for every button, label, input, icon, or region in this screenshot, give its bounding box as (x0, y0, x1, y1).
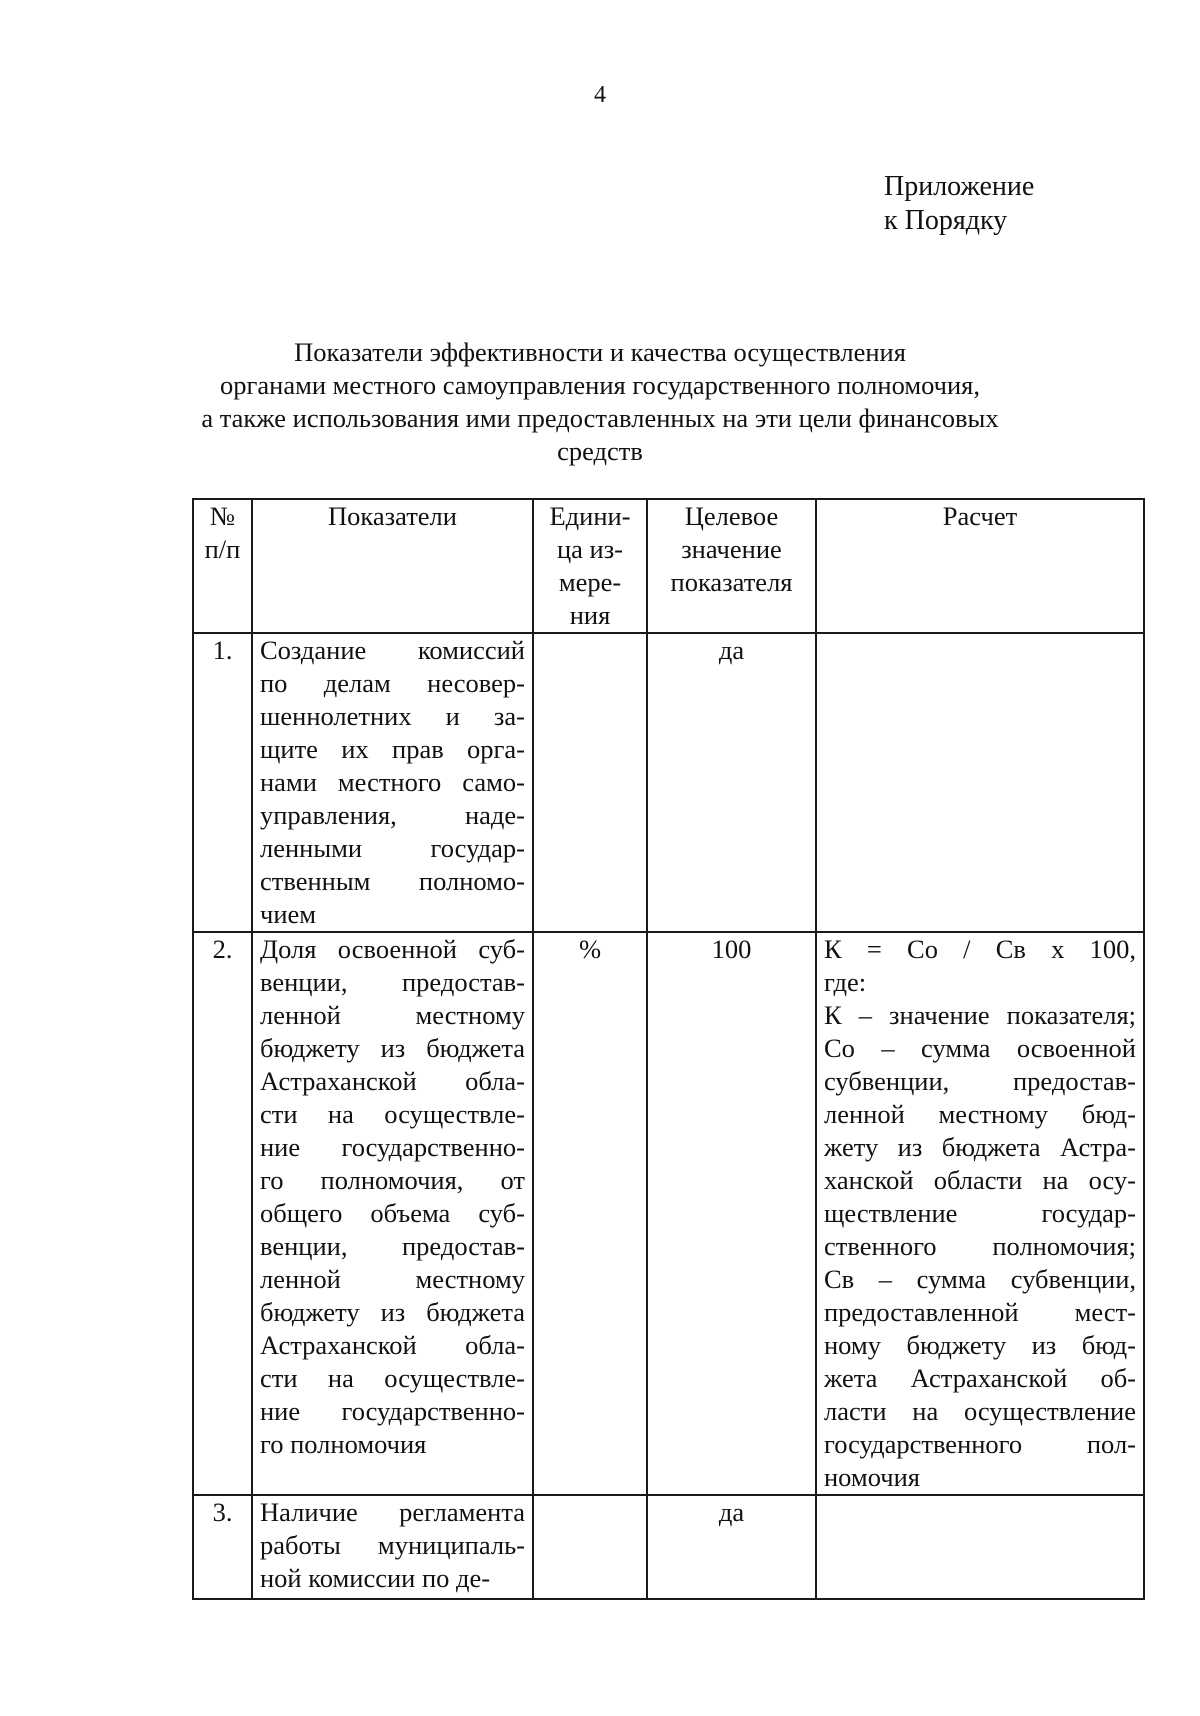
indicator-line: Наличие регламента (260, 1497, 525, 1527)
row-number-value: 2. (212, 934, 233, 964)
header-unit-line-3: мере- (558, 567, 622, 597)
document-title (0, 336, 1200, 468)
calc-line: где: (824, 967, 867, 997)
indicator-cell (252, 1495, 533, 1599)
indicator-line: ленными государ- (260, 833, 525, 863)
calc-line: ному бюджету из бюд- (824, 1330, 1136, 1360)
calc-cell (816, 932, 1144, 1495)
title-line-4: средств (557, 436, 643, 466)
indicator-line: сти на осуществле- (260, 1099, 525, 1129)
indicator-line: шеннолетних и за- (260, 701, 525, 731)
calc-line: жету из бюджета Астра- (824, 1132, 1136, 1162)
indicator-line: го полномочия (260, 1429, 427, 1459)
header-unit (533, 499, 647, 633)
indicator-line: работы муниципаль- (260, 1530, 525, 1560)
indicator-line: общего объема суб- (260, 1198, 525, 1228)
table-row (193, 633, 1144, 932)
calc-cell (816, 633, 1144, 932)
target-value: 100 (711, 934, 752, 964)
row-number (193, 633, 252, 932)
header-number-line-2: п/п (204, 534, 241, 564)
indicator-line: чием (260, 899, 317, 929)
calc-line: номочия (824, 1462, 920, 1492)
calc-cell (816, 1495, 1144, 1599)
header-unit-line-4: ния (569, 600, 611, 630)
target-cell (647, 633, 816, 932)
header-calc-label: Расчет (942, 501, 1018, 531)
calc-line: ственного полномочия; (824, 1231, 1136, 1261)
appendix-line-1: Приложение (884, 171, 1035, 202)
unit-value: % (578, 934, 602, 964)
indicator-line: нами местного само- (260, 767, 525, 797)
indicator-line: венции, предостав- (260, 967, 525, 997)
appendix-label (884, 170, 1034, 238)
table-row (193, 932, 1144, 1495)
indicator-line: ной комиссии по де- (260, 1563, 491, 1593)
indicator-line: щите их прав орга- (260, 734, 525, 764)
indicator-line: ние государственно- (260, 1396, 525, 1426)
table-header-row (193, 499, 1144, 633)
header-target-line-1: Целевое (684, 501, 779, 531)
table-body (193, 633, 1144, 1599)
unit-cell (533, 1495, 647, 1599)
calc-line: Св – сумма субвенции, (824, 1264, 1136, 1294)
indicator-line: венции, предостав- (260, 1231, 525, 1261)
header-target-line-2: значение (681, 534, 782, 564)
header-target-line-3: показателя (670, 567, 793, 597)
indicator-line: ленной местному (260, 1264, 525, 1294)
indicator-line: бюджету из бюджета (260, 1297, 525, 1327)
indicator-line: Астраханской обла- (260, 1066, 525, 1096)
header-unit-line-1: Едини- (549, 501, 631, 531)
calc-line: К = Со / Св х 100, (824, 934, 1136, 964)
table-row (193, 1495, 1144, 1599)
indicator-line: Доля освоенной суб- (260, 934, 525, 964)
indicator-line: го полномочия, от (260, 1165, 525, 1195)
unit-cell (533, 932, 647, 1495)
indicator-line: сти на осуществле- (260, 1363, 525, 1393)
title-line-2: органами местного самоуправления государственного полномочия, (220, 370, 980, 400)
calc-line: субвенции, предостав- (824, 1066, 1136, 1096)
header-calc (816, 499, 1144, 633)
calc-line: ществление государ- (824, 1198, 1136, 1228)
indicator-line: ние государственно- (260, 1132, 525, 1162)
appendix-line-2: к Порядку (884, 205, 1008, 236)
row-number-value: 1. (212, 635, 233, 665)
header-target (647, 499, 816, 633)
indicator-line: по делам несовер- (260, 668, 525, 698)
unit-cell (533, 633, 647, 932)
calc-line: ласти на осуществление (824, 1396, 1136, 1426)
indicator-cell (252, 633, 533, 932)
indicator-line: управления, наде- (260, 800, 525, 830)
target-value: да (718, 635, 745, 665)
indicator-line: бюджету из бюджета (260, 1033, 525, 1063)
title-line-1: Показатели эффективности и качества осуществления (294, 337, 906, 367)
calc-line: жета Астраханской об- (824, 1363, 1136, 1393)
page-number: 4 (594, 82, 606, 108)
calc-line: Со – сумма освоенной (824, 1033, 1136, 1063)
indicator-cell (252, 932, 533, 1495)
header-number-line-1: № (209, 501, 236, 531)
header-indicators (252, 499, 533, 633)
indicator-line: Создание комиссий (260, 635, 525, 665)
header-unit-line-2: ца из- (556, 534, 624, 564)
indicator-line: ленной местному (260, 1000, 525, 1030)
target-value: да (718, 1497, 745, 1527)
target-cell (647, 1495, 816, 1599)
row-number (193, 932, 252, 1495)
indicator-line: ственным полномо- (260, 866, 525, 896)
header-number (193, 499, 252, 633)
header-indicators-label: Показатели (328, 501, 457, 531)
row-number-value: 3. (212, 1497, 233, 1527)
calc-line: ханской области на осу- (824, 1165, 1136, 1195)
indicator-line: Астраханской обла- (260, 1330, 525, 1360)
calc-line: К – значение показателя; (824, 1000, 1136, 1030)
indicators-table (192, 498, 1145, 1600)
target-cell (647, 932, 816, 1495)
title-line-3: а также использования ими предоставленных на эти цели финансовых (201, 403, 999, 433)
calc-line: ленной местному бюд- (824, 1099, 1136, 1129)
calc-line: государственного пол- (824, 1429, 1136, 1459)
calc-line: предоставленной мест- (824, 1297, 1136, 1327)
row-number (193, 1495, 252, 1599)
